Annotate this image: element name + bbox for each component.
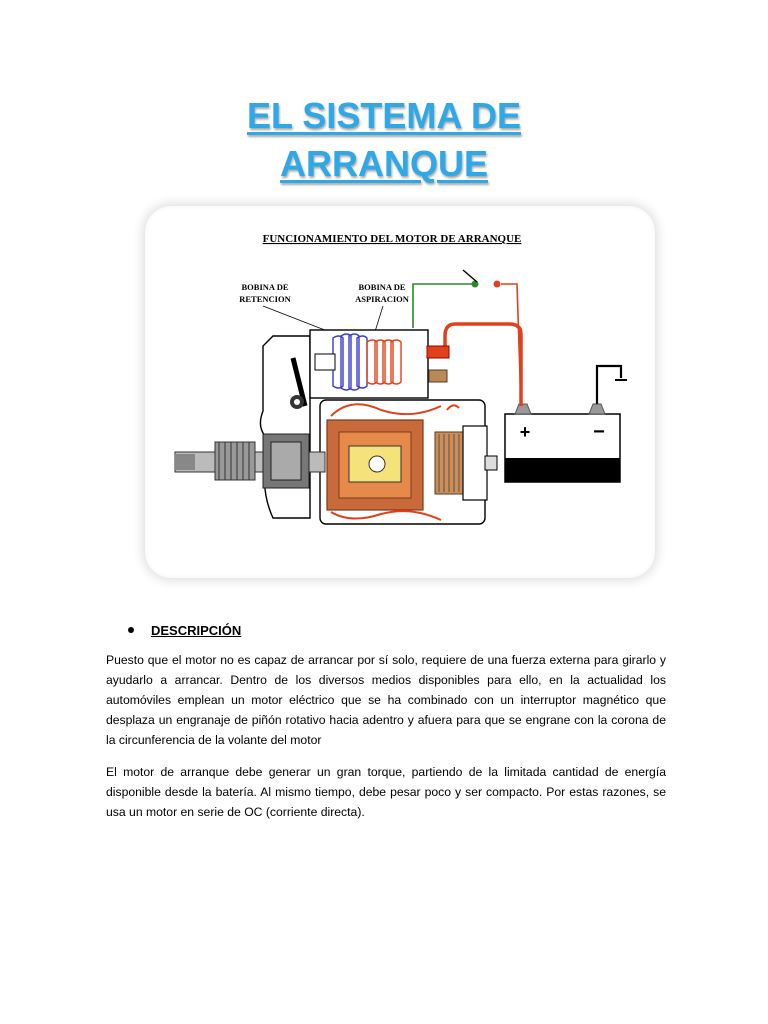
description-heading: DESCRIPCIÓN [151, 622, 242, 638]
starter-motor-diagram [145, 206, 655, 578]
label-aspiracion-2: ASPIRACION [355, 294, 409, 304]
page-title [0, 92, 768, 188]
battery [505, 366, 627, 482]
description-paragraph-1: Puesto que el motor no es capaz de arrancar por sí solo, requiere de una fuerza externa para girarlo y ayudarlo a arrancar. Dentro de los diversos medios disponibles para ello, en la actualidad los automóviles emplean un motor eléctrico que se ha combinado con un interruptor magnético que desplaza un engranaje de piñón rotativo hacia adentro y afuera para que se engrane con la corona de la circunferencia de la volante del motor [106, 653, 666, 747]
diagram-heading: FUNCIONAMIENTO DEL MOTOR DE ARRANQUE [262, 233, 522, 245]
starter-motor-illustration [145, 206, 655, 578]
starter-motor [175, 330, 497, 524]
description-section [106, 620, 666, 822]
battery-minus-sign: − [593, 421, 605, 443]
description-heading-row [128, 620, 666, 640]
title-line-2: ARRANQUE [279, 143, 488, 184]
title-line-1: EL SISTEMA DE [246, 95, 522, 136]
label-retencion-1: BOBINA DE [241, 282, 289, 292]
description-paragraph-2: El motor de arranque debe generar un gran torque, partiendo de la limitada cantidad de energía disponible desde la batería. Al mismo tiempo, debe pesar poco y ser compacto. Por estas razones, se usa un motor en serie de OC (corriente directa). [106, 765, 666, 819]
bullet-icon [128, 627, 134, 633]
ignition-switch [413, 270, 521, 406]
label-retencion-2: RETENCION [239, 294, 291, 304]
battery-plus-sign: + [519, 422, 531, 442]
label-aspiracion-1: BOBINA DE [358, 282, 406, 292]
